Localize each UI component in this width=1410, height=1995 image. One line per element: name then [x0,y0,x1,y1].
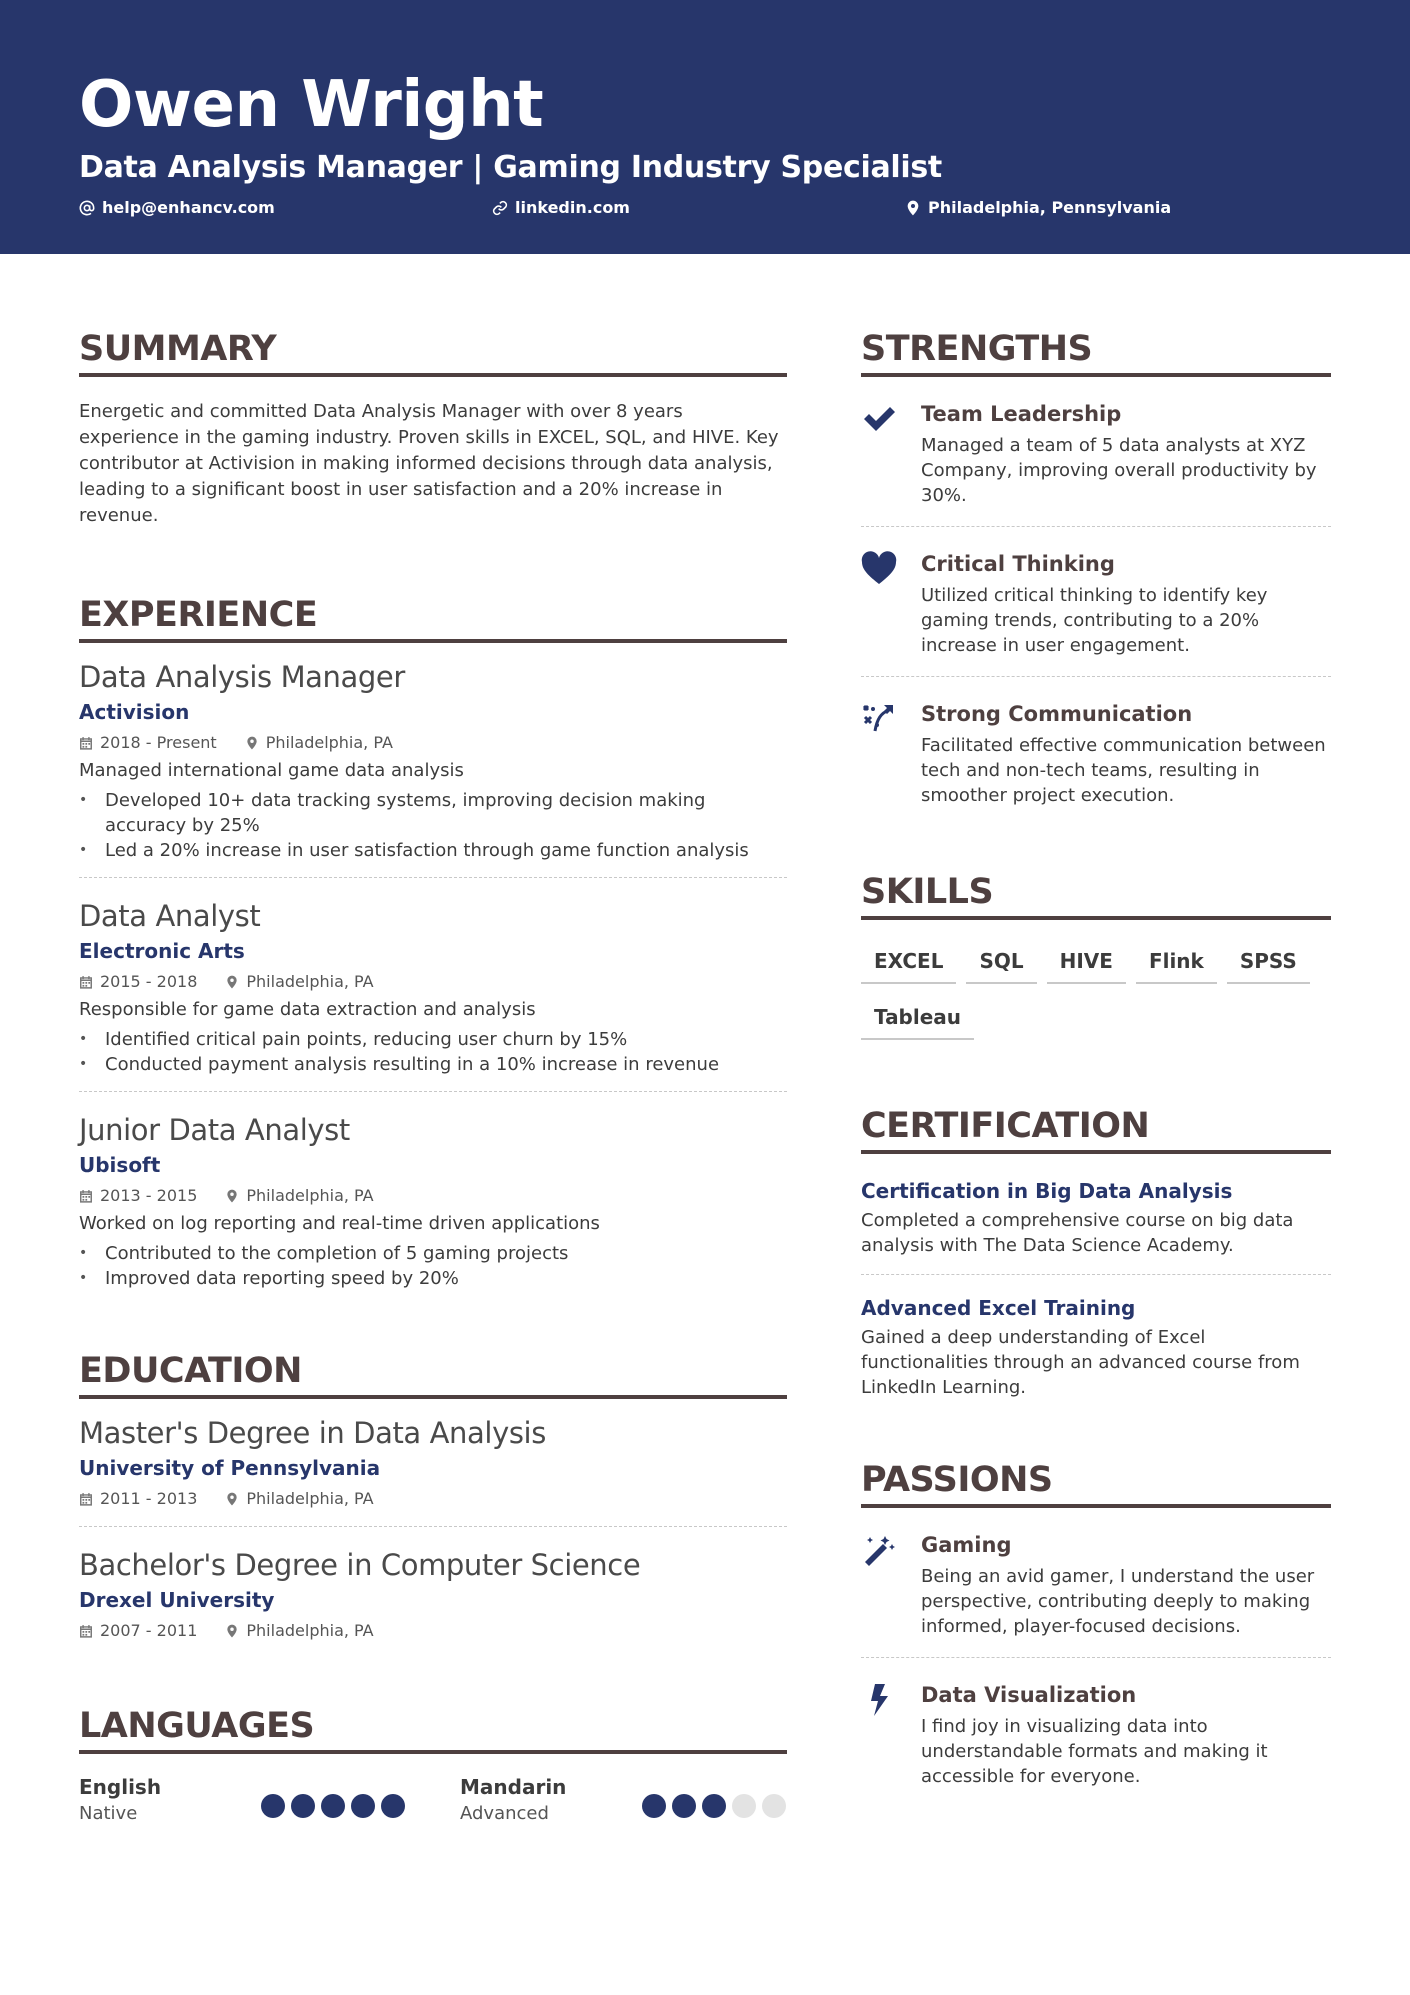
item-title: Team Leadership [921,402,1122,426]
strength-item [861,699,1331,826]
date-range [79,730,217,756]
skill-tag: Tableau [861,1002,974,1040]
degree-title: Master's Degree in Data Analysis [79,1416,546,1450]
item-title: Critical Thinking [921,552,1115,576]
date-text: 2015 - 2018 [100,972,198,991]
rating-dot [642,1794,666,1818]
summary-section [79,325,787,529]
item-body [921,549,1331,658]
entry-location [225,1486,373,1512]
company-name: Ubisoft [79,1153,161,1177]
summary-text: Energetic and committed Data Analysis Manager with over 8 years experience in the gaming industry. Proven skills in EXCEL, SQL, and HIVE. Key contributor at Activision in making informed decisions through data analysis, leading to a significant boost in user satisfaction and a 20% increase in revenue. [79,401,779,526]
language-level: Native [79,1803,138,1824]
location-text: Philadelphia, PA [246,1186,374,1205]
calendar-icon [79,1189,93,1203]
passion-item [861,1680,1331,1807]
item-text: I find joy in visualizing data into understandable formats and making it accessible for everyone. [921,1716,1268,1787]
heart-icon [861,551,897,587]
rating-dot [351,1794,375,1818]
section-title-education: EDUCATION [79,1347,787,1399]
language-name: Mandarin [460,1775,567,1799]
bullet-item: • Identified critical pain points, reducing user churn by 15% [79,1027,787,1052]
section-title-passions: PASSIONS [861,1456,1331,1508]
icon-wrap [861,1530,899,1639]
location-pin-icon [225,975,239,989]
rating-dot [732,1794,756,1818]
skill-tag: SQL [966,946,1036,984]
language-name: English [79,1775,162,1799]
rating-dot [381,1794,405,1818]
bullet-list [79,1241,787,1291]
lightning-icon [861,1682,897,1718]
education-section [79,1347,787,1658]
passions-list [861,1530,1331,1807]
email-text: help@enhancv.com [102,198,275,217]
section-title-summary: SUMMARY [79,325,787,377]
bullet-item: • Improved data reporting speed by 20% [79,1266,787,1291]
certification-item [861,1176,1331,1275]
bullet-item: • Led a 20% increase in user satisfaction through game function analysis [79,838,787,863]
item-text: Utilized critical thinking to identify key gaming trends, contributing to a 20% increase in user engagement. [921,585,1268,656]
certification-section [861,1102,1331,1416]
date-range [79,1486,197,1512]
degree-title: Bachelor's Degree in Computer Science [79,1548,641,1582]
languages-list [79,1774,787,1826]
education-entry [79,1413,787,1527]
date-text: 2018 - Present [100,733,217,752]
strength-item [861,399,1331,527]
rating-dot [672,1794,696,1818]
item-body [921,1530,1331,1639]
strength-item [861,549,1331,677]
calendar-icon [79,975,93,989]
item-text: Facilitated effective communication between tech and non-tech teams, resulting in smoother project execution. [921,735,1326,806]
icon-wrap [861,549,899,658]
contact-email[interactable] [79,198,275,217]
entry-location [225,1183,373,1209]
language-info [79,1774,161,1826]
company-name: Electronic Arts [79,939,245,963]
resume-header [0,0,1410,254]
icon-wrap [861,1680,899,1789]
certification-text: Completed a comprehensive course on big data analysis with The Data Science Academy. [861,1210,1294,1256]
skill-tag: SPSS [1227,946,1310,984]
job-description: Worked on log reporting and real-time driven applications [79,1213,600,1234]
location-text: Philadelphia, PA [246,1621,374,1640]
date-range [79,969,197,995]
bullet-item: • Developed 10+ data tracking systems, improving decision making accuracy by 25% [79,788,787,838]
entry-meta [79,730,787,756]
languages-section [79,1702,787,1826]
bullet-list [79,788,787,863]
certification-item [861,1293,1331,1416]
passions-section [861,1456,1331,1807]
entry-location [225,1618,373,1644]
location-text: Philadelphia, Pennsylvania [928,198,1172,217]
magic-wand-icon [861,1532,897,1568]
school-name: University of Pennsylvania [79,1456,381,1480]
date-range [79,1183,197,1209]
candidate-name: Owen Wright [79,68,544,142]
experience-entry [79,896,787,1092]
job-description: Managed international game data analysis [79,760,464,781]
certification-text: Gained a deep understanding of Excel functionalities through an advanced course from LinkedIn Learning. [861,1327,1300,1398]
calendar-icon [79,736,93,750]
entry-location [225,969,373,995]
location-pin-icon [905,200,921,216]
icon-wrap [861,399,899,508]
link-icon [492,200,508,216]
item-body [921,399,1331,508]
section-title-strengths: STRENGTHS [861,325,1331,377]
calendar-icon [79,1492,93,1506]
location-pin-icon [245,736,259,750]
certification-list [861,1176,1331,1416]
skills-section [861,868,1331,1040]
rating-dot [702,1794,726,1818]
location-pin-icon [225,1492,239,1506]
section-title-certification: CERTIFICATION [861,1102,1331,1154]
skill-tag: EXCEL [861,946,956,984]
strengths-list [861,399,1331,826]
rating-dot [261,1794,285,1818]
location-pin-icon [225,1189,239,1203]
language-info [460,1774,566,1826]
section-title-languages: LANGUAGES [79,1702,787,1754]
at-icon [79,200,95,216]
calendar-icon [79,1624,93,1638]
skills-list [861,946,1331,1040]
language-rating [642,1774,786,1826]
left-column [79,325,787,1826]
date-range [79,1618,197,1644]
education-list [79,1413,787,1658]
section-title-skills: SKILLS [861,868,1331,920]
candidate-role: Data Analysis Manager | Gaming Industry Specialist [79,150,942,185]
experience-section [79,591,787,1305]
date-text: 2013 - 2015 [100,1186,198,1205]
item-body [921,1680,1331,1789]
item-title: Data Visualization [921,1683,1137,1707]
date-text: 2011 - 2013 [100,1489,198,1508]
entry-meta [79,1486,787,1512]
bullet-item: • Conducted payment analysis resulting in a 10% increase in revenue [79,1052,787,1077]
job-description: Responsible for game data extraction and analysis [79,999,536,1020]
entry-location [245,730,393,756]
strategy-icon [861,701,897,737]
rating-dot [321,1794,345,1818]
entry-meta [79,1618,787,1644]
language-item [79,1774,405,1826]
skill-tag: HIVE [1047,946,1126,984]
location-pin-icon [225,1624,239,1638]
entry-meta [79,969,787,995]
bullet-list [79,1027,787,1077]
job-title: Junior Data Analyst [79,1113,350,1147]
language-level: Advanced [460,1803,549,1824]
education-entry [79,1545,787,1658]
language-item [460,1774,786,1826]
linkedin-text: linkedin.com [515,198,630,217]
experience-list [79,657,787,1305]
contact-linkedin[interactable] [492,198,630,217]
rating-dot [291,1794,315,1818]
location-text: Philadelphia, PA [246,972,374,991]
certification-name: Advanced Excel Training [861,1296,1136,1320]
strengths-section [861,325,1331,826]
bullet-item: • Contributed to the completion of 5 gaming projects [79,1241,787,1266]
job-title: Data Analyst [79,899,261,933]
location-text: Philadelphia, PA [265,733,393,752]
school-name: Drexel University [79,1588,275,1612]
rating-dot [762,1794,786,1818]
skill-tag: Flink [1136,946,1217,984]
date-text: 2007 - 2011 [100,1621,198,1640]
location-text: Philadelphia, PA [246,1489,374,1508]
icon-wrap [861,699,899,808]
experience-entry [79,1110,787,1305]
item-title: Gaming [921,1533,1012,1557]
checkmark-icon [861,401,897,437]
section-title-experience: EXPERIENCE [79,591,787,643]
certification-name: Certification in Big Data Analysis [861,1179,1233,1203]
company-name: Activision [79,700,190,724]
item-body [921,699,1331,808]
item-text: Being an avid gamer, I understand the user perspective, contributing deeply to making informed, player-focused decisions. [921,1566,1315,1637]
language-rating [261,1774,405,1826]
experience-entry [79,657,787,878]
item-text: Managed a team of 5 data analysts at XYZ Company, improving overall productivity by 30%. [921,435,1317,506]
right-column [861,325,1331,1807]
contact-location [905,198,1171,217]
job-title: Data Analysis Manager [79,660,405,694]
item-title: Strong Communication [921,702,1193,726]
passion-item [861,1530,1331,1658]
entry-meta [79,1183,787,1209]
